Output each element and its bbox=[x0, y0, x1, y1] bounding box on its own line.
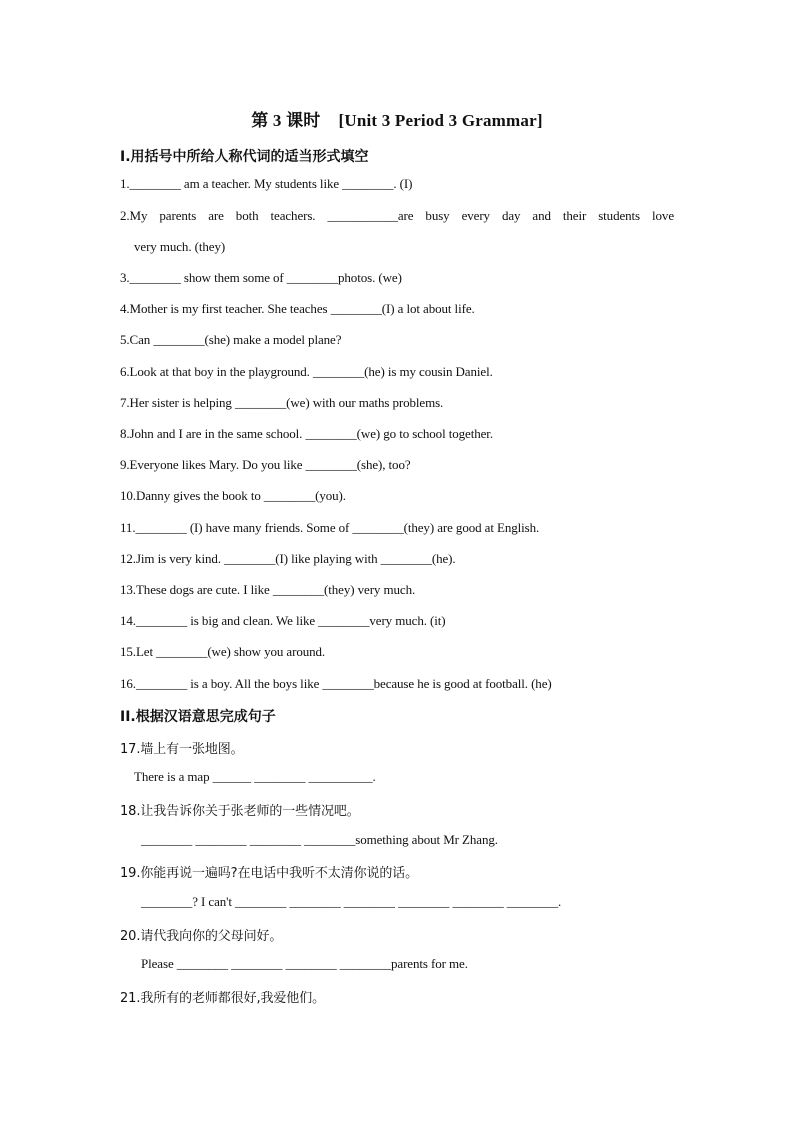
lesson-label: 第 3 课时 bbox=[251, 111, 321, 130]
exercise-item: 8.John and I are in the same school. ________(we) go to school together. bbox=[120, 426, 493, 441]
exercise-item: 2.My parents are both teachers. ___________are busy every day and their students love bbox=[120, 208, 674, 223]
exercise-item: 11.________ (I) have many friends. Some of ________(they) are good at English. bbox=[120, 520, 540, 535]
translation-answer-line: ________? I can't ________ ________ ________ ________ ________ ________. bbox=[141, 894, 562, 909]
exercise-item: 7.Her sister is helping ________(we) with our maths problems. bbox=[120, 395, 444, 410]
exercise-item: 3.________ show them some of ________photos. (we) bbox=[120, 270, 402, 285]
translation-prompt: 17.墙上有一张地图。 bbox=[120, 742, 244, 757]
exercise-item: 1.________ am a teacher. My students like ________. (I) bbox=[120, 176, 413, 191]
page-title bbox=[0, 106, 794, 131]
translation-prompt: 20.请代我向你的父母问好。 bbox=[120, 929, 283, 944]
section-2-heading: II.根据汉语意思完成句子 bbox=[120, 709, 276, 725]
exercise-item: 14.________ is big and clean. We like ________very much. (it) bbox=[120, 613, 446, 628]
exercise-item: 5.Can ________(she) make a model plane? bbox=[120, 332, 342, 347]
translation-prompt: 18.让我告诉你关于张老师的一些情况吧。 bbox=[120, 804, 360, 819]
exercise-item-continuation: very much. (they) bbox=[134, 239, 226, 254]
exercise-item: 15.Let ________(we) show you around. bbox=[120, 644, 326, 659]
translation-prompt: 21.我所有的老师都很好,我爱他们。 bbox=[120, 991, 326, 1006]
exercise-item: 13.These dogs are cute. I like ________(they) very much. bbox=[120, 582, 416, 597]
translation-answer-line: ________ ________ ________ ________something about Mr Zhang. bbox=[141, 832, 498, 847]
translation-prompt: 19.你能再说一遍吗?在电话中我听不太清你说的话。 bbox=[120, 866, 419, 881]
unit-label: [Unit 3 Period 3 Grammar] bbox=[338, 111, 543, 130]
section-1-heading: Ⅰ.用括号中所给人称代词的适当形式填空 bbox=[120, 149, 369, 165]
exercise-item: 4.Mother is my first teacher. She teaches ________(I) a lot about life. bbox=[120, 301, 475, 316]
exercise-item: 9.Everyone likes Mary. Do you like ________(she), too? bbox=[120, 457, 411, 472]
exercise-item: 6.Look at that boy in the playground. ________(he) is my cousin Daniel. bbox=[120, 364, 493, 379]
exercise-item: 12.Jim is very kind. ________(I) like playing with ________(he). bbox=[120, 551, 456, 566]
exercise-item: 16.________ is a boy. All the boys like ________because he is good at football. (he) bbox=[120, 676, 552, 691]
translation-answer-line: Please ________ ________ ________ ________parents for me. bbox=[141, 956, 468, 971]
exercise-item: 10.Danny gives the book to ________(you). bbox=[120, 488, 346, 503]
translation-answer-line: There is a map ______ ________ __________. bbox=[134, 769, 376, 784]
